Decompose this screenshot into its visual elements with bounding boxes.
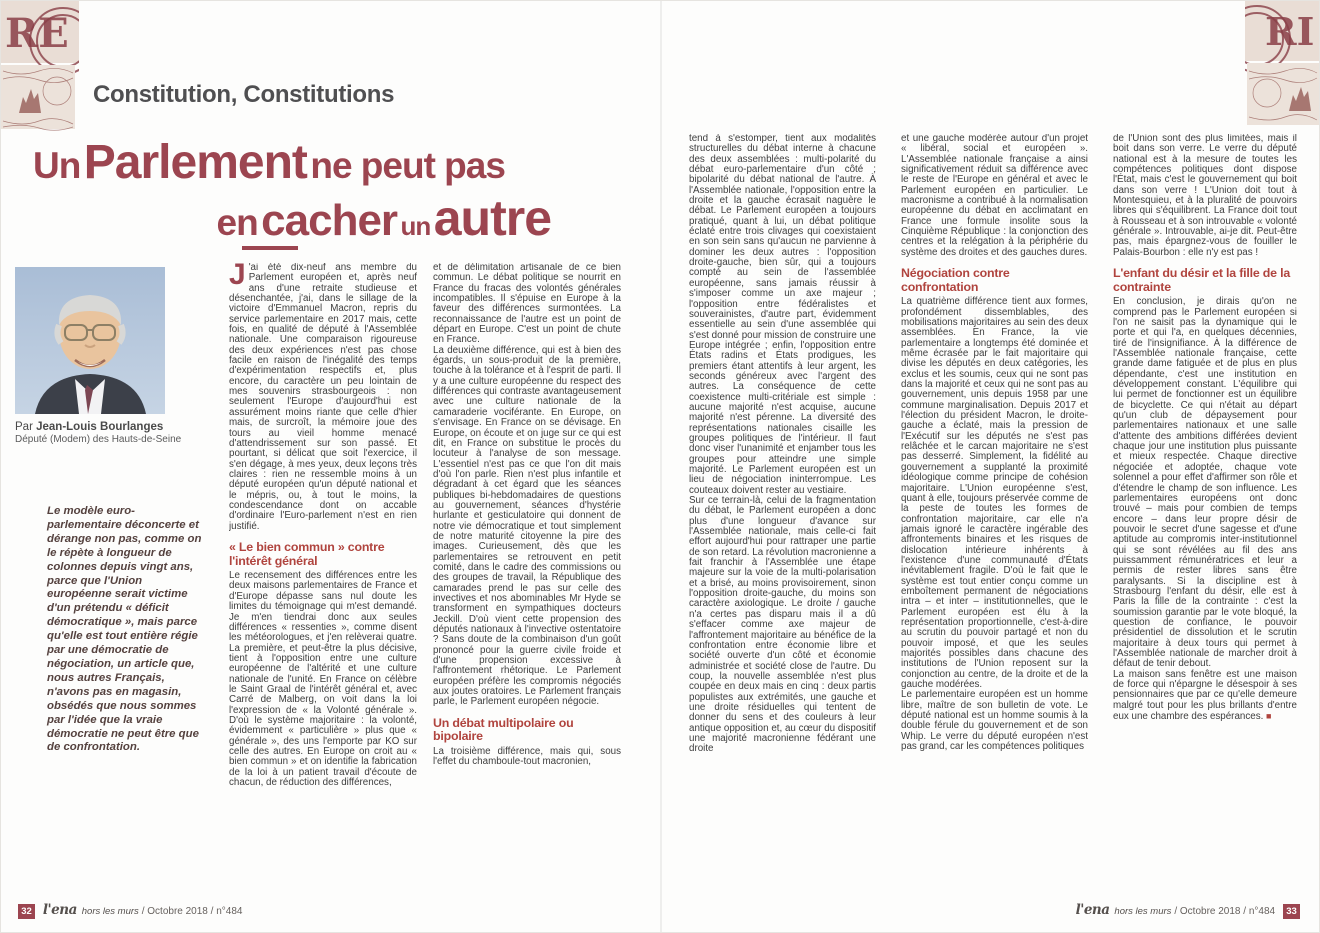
subhead-enfant-du-desir: L'enfant du désir et la fille de la contrainte (1113, 266, 1291, 294)
page-number-right: 33 (1283, 904, 1300, 919)
footer-left (13, 902, 242, 919)
title-word: cacher (261, 196, 398, 245)
paragraph: et une gauche modérée autour d'un projet « libéral, social et européen ». L'Assemblée nationale française a ainsi significativement réduit sa différence avec le reste de l'Europe en général et avec le Parlement européen en particulier. Le macronisme a contribué à la normalisation européenne du débat en acclimatant en France une formule insolite sous la Cinquième République : la conjonction des centres et la relégation à la périphérie du système des droites et des gauches dures. (901, 134, 1088, 258)
magazine-logo: l'ena (1075, 902, 1110, 918)
page-number-left: 32 (18, 904, 35, 919)
title-rule (242, 246, 298, 250)
author-photo (15, 267, 165, 414)
paragraph: Le recensement des différences entre les deux maisons parlementaires de France et d'Europe dépasse sans nul doute les limites du témoignage qui m'est demandé. Je m'en tiendrai donc aux seules différences « ressenties », comme disent les météorologues, et j'en relèverai quatre. La première, et peut-être la plus décisive, tient à l'opposition entre une culture européenne de l'altérité et une culture nationale de l'unité. En France on célèbre le Saint Graal de l'intérêt général et, avec Carré de Malberg, on voit dans la loi l'expression de « la Volonté générale ». D'où le système majoritaire : la volonté, évidemment « particulière » plus que « générale », des uns l'emporte par KO sur celle des autres. En Europe on croit au « bien commun » et on identifie la fabrication de la loi à un patient travail d'écoute de chacun, de réduction des différences, (229, 570, 417, 788)
body-column-4 (901, 134, 1088, 910)
paragraph: tend à s'estomper, tient aux modalités structurelles du débat interne à chacune des deux assemblées : multi-polarité du débat euro-parlementaire d'un côté ; bipolarité du débat national de l'autre. À l'Assemblée nationale, l'opposition entre la droite et la gauche écrasait naguère le débat. Le Parlement européen a toujours pratiqué, quant à lui, un débat politique éclaté entre trois clivages qui coexistaient en son sein sans qu'aucun ne parvienne à dominer les deux autres : l'opposition droite-gauche, bien sûr, qui a toujours compté au sein de l'assemblée européenne, sans jamais réussir à s'imposer comme un axe majeur ; l'opposition entre fédéralistes et souverainistes, d'autre part, évidemment essentielle au sein d'une assemblée qui s'est donné pour mission de construire une Europe intégrée ; enfin, l'opposition entre États radins et États prodigues, les premiers étant attentifs à leur argent, les seconds généreux avec l'argent des autres. La conséquence de cette coexistence multi-critériale est simple : aucune majorité n'est acquise, aucune majorité n'est pérenne. La diversité des représentations nationales cisaille les groupes politiques de l'intérieur. Il faut donc viser l'unanimité et enjamber tous les groupes pour atteindre une simple majorité. Le Parlement européen est un lieu de négociation ininterrompue. Les couteaux doivent rester au vestiaire. (689, 134, 876, 496)
paragraph-text: La maison sans fenêtre est une maison de force qui n'épargne le désespoir à ses pensionnaires que par ce qu'elle demeure malgré tout pour les plus brillants d'entre eux une chambre des espérances. (1113, 668, 1297, 723)
page-fold-divider (660, 1, 662, 933)
engraving-ornament-icon (1245, 1, 1319, 132)
author-caption (15, 421, 205, 445)
title-word: un (400, 211, 431, 241)
magazine-logo-suffix: hors les murs (1114, 906, 1172, 917)
paragraph: La quatrième différence tient aux formes, profondément dissemblables, des mobilisations majoritaires au sein des deux assemblées. En France, la vie parlementaire a longtemps été dominée et même écrasée par le fait majoritaire qui divise les députés en deux catégories, les exclus et les soumis, ceux qui ne sont pas dans la majorité et ceux qui ne sont pas au gouvernement, unis depuis 1958 par une commune marginalisation. Depuis 2017 et l'élection du président Macron, le droite-gauche a éclaté, mais la pression de l'Exécutif sur les députés ne s'est pas relâchée et le carcan majoritaire ne s'est pas desserré. Simplement, la fidélité au gouvernement a supplanté la proximité idéologique comme principe de cohésion majoritaire. L'Union européenne s'est, quant à elle, toujours préservée comme de la peste de toutes les formes de confrontation majoritaire, car elle n'a jamais ignoré le caractère ingérable des affrontements binaires et les risques de dislocation intérieure inhérents à l'existence d'une communauté d'États inévitablement fragile. D'où le fait que le système est tout entier conçu comme un emboîtement permanent de négociations intra – et inter – institutionnelles, que le Parlement européen est élu à la représentation proportionnelle, c'est-à-dire au scrutin du pouvoir partagé et non du pouvoir imposé, et que les seules majorités possibles dans chacune des institutions de l'Union reposent sur la conjonction au centre, de la droite et de la gauche modérées. (901, 296, 1088, 691)
paragraph: et de délimitation artisanale de ce bien commun. Le débat politique se nourrit en France du fracas des volontés générales incompatibles. Il s'épuise en Europe à la faveur des différences surmontées. La reconnaissance de l'autre est un point de départ en Europe. C'est un point de chute en France. (433, 263, 621, 346)
article-end-mark: ■ (1266, 711, 1272, 722)
title-word: en (216, 202, 258, 243)
paragraph: de l'Union sont des plus limitées, mais il boit dans son verre. Le verre du député national est à la mesure de toutes les compétences politiques dont dispose l'État, mais c'est le gouvernement qui boit dans son verre ! L'Union doit tout à Montesquieu, et à la pluralité de pouvoirs libres qui s'équilibrent. La France doit tout à Rousseau et à son introuvable « volonté générale ». Introuvable, ai-je dit. Peut-être pas, mais épargnez-vous de fouiller le Palais-Bourbon : elle n'y est pas ! (1113, 134, 1297, 258)
svg-text:RI: RI (1265, 9, 1315, 54)
paragraph: La troisième différence, mais qui, sous l'effet du chamboule-tout macronien, (433, 745, 621, 768)
title-word: Un (33, 145, 81, 186)
svg-text:RE: RE (5, 10, 69, 57)
dropcap: J (229, 263, 246, 291)
subhead-debat-multipolaire: Un débat multipolaire ou bipolaire (433, 715, 574, 744)
paragraph: La deuxième différence, qui est à bien des égards, un sous-produit de la première, touche à la tolérance et à l'esprit de parti. Il y a une culture européenne du respect des différences qui contraste avantageusement avec une culture nationale de la camaraderie vociférante. En Europe, on s'envisage. En France on se dévisage. En Europe, on écoute et on juge sur ce qui est dit, en France on substitue le procès du locuteur à l'analyse de son message. L'essentiel n'est pas ce que l'on dit mais d'où l'on parle. Rien n'est plus infantile et dégradant à cet égard que les séances publiques bi-hebdomadaires de questions au gouvernement, séances d'hystérie hurlante et gesticulatoire qui donnent de notre vie démocratique et tout simplement de notre maturité citoyenne la pire des images. Curieusement, dès que les parlementaires se retrouvent en petit comité, dans le cadre des commissions ou des groupes de travail, la République des camarades prend le pas sur celle des invectives et nos abominables Mr Hyde se transforment en sympathiques docteurs Jeckill. D'où vient cette propension des députés nationaux à l'invective ostentatoire ? Sans doute de la combinaison d'un goût prononcé pour la guerre civile froide et d'une propension excessive à l'affrontement rhétorique. Le Parlement européen préfère les compromis négociés aux joutes oratoires. Le Parlement français parle, le Parlement européen négocie. (433, 344, 621, 708)
title-word: ne peut pas (310, 145, 505, 186)
footer-issue-info: / Octobre 2018 / n°484 (1174, 906, 1276, 917)
body-column-5 (1113, 134, 1297, 910)
engraving-ornament-icon (1, 1, 79, 136)
footer-issue-info: / Octobre 2018 / n°484 (141, 906, 243, 917)
author-by: Par (15, 421, 33, 433)
author-name: Jean-Louis Bourlanges (36, 421, 164, 433)
body-column-3 (689, 134, 876, 910)
paragraph: En conclusion, je dirais qu'on ne comprend pas le Parlement européen si l'on ne saisit pas la dynamique qui le porte et qui l'a, en quelques décennies, tiré de l'insignifiance. À la différence de l'Assemblée nationale française, cette grande dame fatiguée et de plus en plus dépendante, c'est une institution en développement constant. L'équilibre qui lui permet de fonctionner est un équilibre de bicyclette. Ce qui n'était au départ qu'un club de dépaysement pour parlementaires nationaux et une salle d'attente des ambitions différées devient chaque jour une institution plus puissante et mieux respectée. Chaque directive négociée et adoptée, chaque vote solennel a pour effet d'affirmer son rôle et d'étendre le champ de son influence. Les parlementaires européens ont donc trouvé – mais pour combien de temps encore – dans leur propre désir de pouvoir le secret d'une sagesse et d'une aptitude au compromis inter-institutionnel qui se sont révélées au fil des ans puissamment rémunératrices et leur a permis de rester libres sans être paralysants. Si la discipline est à Strasbourg l'enfant du désir, elle est à Paris la fille de la contrainte : c'est la soumission garantie par le vote bloqué, la question de confiance, le pouvoir présidentiel de dissolution et le scrutin majoritaire à deux tours qui permet à l'Assemblée nationale de marcher droit à défaut de tenir debout. (1113, 296, 1297, 670)
subhead-negociation: Négociation contre confrontation (901, 266, 1010, 294)
magazine-logo: l'ena (42, 902, 77, 918)
section-heading: Constitution, Constitutions (93, 81, 395, 108)
subhead-bien-commun: « Le bien commun » contre l'intérêt général (229, 539, 385, 568)
paragraph: Sur ce terrain-là, celui de la fragmentation du débat, le Parlement européen a donc plus d'une longueur d'avance sur l'Assemblée nationale, mais celle-ci fait effort aujourd'hui pour rattraper une partie de son retard. La révolution macronienne a fait franchir à l'Assemblée une étape majeure sur la voie de la multi-polarisation et a brisé, au moins provisoirement, sinon l'opposition droite-gauche, du moins son caractère axiologique. Le droite / gauche n'a certes pas disparu mais il a dû s'effacer comme axe majeur de l'affrontement majoritaire au bénéfice de la confrontation entre économie libre et société ouverte d'un côté et économie administrée et société close de l'autre. Du coup, la nouvelle assemblée n'est plus coupée en deux mais en cinq : deux partis populistes aux extrémités, une gauche et une droite résiduelles qui tentent de donner du sens et des couleurs à leur antique opposition et, au cœur du dispositif une majorité macronienne fédérant une droite (689, 495, 876, 755)
title-word: autre (433, 190, 551, 246)
body-column-2 (433, 263, 621, 913)
standfirst: Le modèle euro-parlementaire déconcerte et dérange non pas, comme on le répète à longueur de colonnes depuis vingt ans, parce que l'Union européenne serait victime d'un prétendu « déficit démocratique », mais parce qu'elle est tout entière régie par une démocratie de négociation, un article que, nous autres Français, n'avons pas en magasin, obsédés que nous sommes par l'idée que la vraie démocratie ne peut être que de confrontation. (47, 505, 202, 754)
paragraph-text: 'ai été dix-neuf ans membre du Parlement européen et, après neuf ans d'une retraite studieuse et désenchantée, j'ai, dans le sillage de la victoire d'Emmanuel Macron, repris du service parlementaire en 2017 mais, cette fois, en qualité de député à l'Assemblée nationale. Une comparaison rigoureuse des deux expériences n'est pas chose facile en raison de l'inégalité des temps d'expérimentation respectifs et, plus encore, du caractère un peu lointain de mes souvenirs strasbourgeois : non seulement l'Europe d'aujourd'hui est assurément moins riante que celle d'hier mais, de surcroît, la mémoire joue des tours au vieil homme menacé d'attendrissement sur son passé. Et pourtant, si délicat que soit l'exercice, il s'en dégage, à mes yeux, deux leçons très claires : rien ne ressemble moins à un député européen qu'un député national et le mépris, ou, à tout le moins, la condescendance dont on accable d'ordinaire l'Euro-parlement n'est en rien justifié. (229, 263, 417, 532)
magazine-logo-suffix: hors les murs (81, 906, 139, 917)
paragraph (1113, 670, 1297, 723)
footer-right (1009, 902, 1305, 919)
paragraph (229, 263, 417, 532)
title-word: Parlement (83, 136, 307, 189)
article-title (29, 136, 629, 246)
author-role: Député (Modem) des Hauts-de-Seine (15, 434, 182, 445)
paragraph: Le parlementaire européen est un homme libre, maître de son bulletin de vote. Le député national est un homme soumis à la double férule du gouvernement et de son Whip. Le verre du député européen n'est pas grand, car les compétences politiques (901, 689, 1088, 753)
body-column-1 (229, 263, 417, 913)
